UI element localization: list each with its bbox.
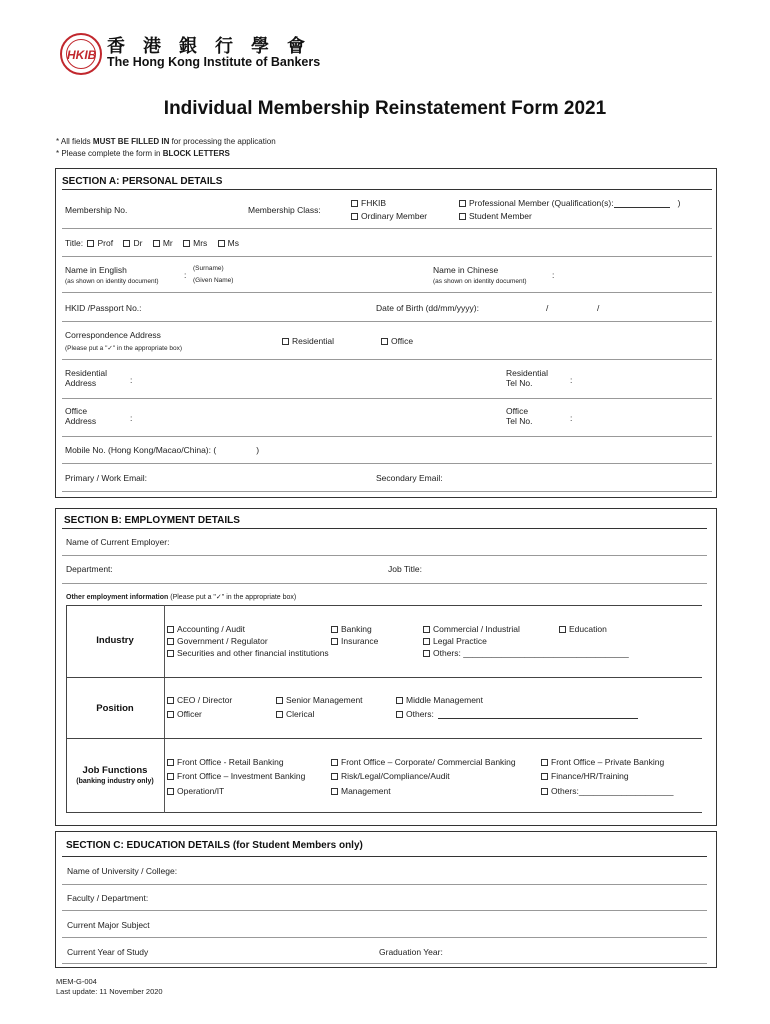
corr-office-checkbox[interactable]: Office — [381, 336, 413, 346]
title-prof-checkbox[interactable]: Prof — [87, 238, 113, 248]
mobile-label: Mobile No. (Hong Kong/Macao/China): ( ) — [65, 445, 260, 455]
last-update: Last update: 11 November 2020 — [56, 987, 163, 996]
job-functions-note: (banking industry only) — [76, 778, 154, 785]
other-employment-info: Other employment information (Please put a "✓" in the appropriate box) — [66, 594, 297, 601]
org-name-chinese: 香港銀行學會 — [107, 36, 323, 57]
title-mrs-checkbox[interactable]: Mrs — [183, 238, 207, 248]
name-chinese-note: (as shown on identity document) — [433, 278, 527, 285]
name-english-label: Name in English — [65, 265, 127, 275]
surname-label: (Surname) — [193, 265, 224, 272]
university-label: Name of University / College: — [67, 866, 178, 876]
instruction-note-2: * Please complete the form in BLOCK LETTERS — [56, 149, 230, 158]
form-title: Individual Membership Reinstatement Form 2021 — [163, 98, 607, 119]
residential-tel-label: Residential Tel No. — [506, 368, 549, 388]
org-name-english: The Hong Kong Institute of Bankers — [107, 55, 321, 69]
section-c-heading: SECTION C: EDUCATION DETAILS (for Student Members only) — [66, 840, 363, 851]
industry-label: Industry — [96, 635, 134, 646]
class-professional-checkbox[interactable]: Professional Member (Qualification(s): ) — [459, 198, 680, 208]
hkid-label: HKID /Passport No.: — [65, 303, 142, 313]
correspondence-note: (Please put a "✓" in the appropriate box) — [65, 345, 183, 352]
jf-others-checkbox[interactable]: Others:____________________ — [541, 786, 673, 796]
position-others-checkbox[interactable]: Others: — [396, 709, 638, 719]
position-middle-checkbox[interactable]: Middle Management — [396, 695, 483, 705]
graduation-year-label: Graduation Year: — [379, 947, 443, 957]
job-title-label: Job Title: — [388, 564, 423, 574]
faculty-label: Faculty / Department: — [67, 893, 149, 903]
office-tel-label: Office Tel No. — [506, 406, 533, 426]
instruction-note-1: * All fields MUST BE FILLED IN for processing the application — [56, 137, 276, 146]
class-ordinary-checkbox[interactable]: Ordinary Member — [351, 211, 427, 221]
form-code: MEM-G-004 — [56, 977, 97, 986]
title-dr-checkbox[interactable]: Dr — [123, 238, 142, 248]
primary-email-label: Primary / Work Email: — [65, 473, 148, 483]
section-b-heading: SECTION B: EMPLOYMENT DETAILS — [64, 515, 240, 526]
jf-risk-checkbox[interactable]: Risk/Legal/Compliance/Audit — [331, 771, 450, 781]
office-address-label: Office Address — [65, 406, 97, 426]
job-functions-label: Job Functions — [82, 765, 148, 776]
jf-finance-checkbox[interactable]: Finance/HR/Training — [541, 771, 629, 781]
class-student-checkbox[interactable]: Student Member — [459, 211, 532, 221]
industry-insurance-checkbox[interactable]: Insurance — [331, 636, 378, 646]
jf-retail-checkbox[interactable]: Front Office - Retail Banking — [167, 757, 284, 767]
name-chinese-label: Name in Chinese — [433, 265, 499, 275]
position-senior-checkbox[interactable]: Senior Management — [276, 695, 363, 705]
title-row: Title: Prof Dr Mr Mrs Ms — [65, 238, 239, 248]
given-name-label: (Given Name) — [193, 277, 234, 284]
position-clerical-checkbox[interactable]: Clerical — [276, 709, 314, 719]
position-ceo-checkbox[interactable]: CEO / Director — [167, 695, 232, 705]
industry-government-checkbox[interactable]: Government / Regulator — [167, 636, 268, 646]
jf-investment-checkbox[interactable]: Front Office – Investment Banking — [167, 771, 305, 781]
industry-education-checkbox[interactable]: Education — [559, 624, 607, 634]
jf-management-checkbox[interactable]: Management — [331, 786, 391, 796]
industry-others-checkbox[interactable]: Others: ___________________________________ — [423, 648, 629, 658]
industry-accounting-checkbox[interactable]: Accounting / Audit — [167, 624, 245, 634]
major-label: Current Major Subject — [67, 920, 150, 930]
hkib-logo: HKIB — [66, 39, 96, 69]
class-fhkib-checkbox[interactable]: FHKIB — [351, 198, 386, 208]
position-label: Position — [96, 703, 134, 714]
jf-operation-checkbox[interactable]: Operation/IT — [167, 786, 224, 796]
name-english-note: (as shown on identity document) — [65, 278, 159, 285]
section-a-heading: SECTION A: PERSONAL DETAILS — [62, 176, 223, 187]
department-label: Department: — [66, 564, 113, 574]
title-ms-checkbox[interactable]: Ms — [218, 238, 239, 248]
industry-commercial-checkbox[interactable]: Commercial / Industrial — [423, 624, 520, 634]
corr-residential-checkbox[interactable]: Residential — [282, 336, 334, 346]
year-of-study-label: Current Year of Study — [67, 947, 149, 957]
membership-class-label: Membership Class: — [248, 205, 321, 215]
title-mr-checkbox[interactable]: Mr — [153, 238, 173, 248]
secondary-email-label: Secondary Email: — [376, 473, 443, 483]
jf-corporate-checkbox[interactable]: Front Office – Corporate/ Commercial Banking — [331, 757, 516, 767]
membership-no-label: Membership No. — [65, 205, 128, 215]
position-officer-checkbox[interactable]: Officer — [167, 709, 202, 719]
industry-securities-checkbox[interactable]: Securities and other financial institutions — [167, 648, 329, 658]
jf-private-checkbox[interactable]: Front Office – Private Banking — [541, 757, 664, 767]
correspondence-address-label: Correspondence Address — [65, 330, 161, 340]
industry-banking-checkbox[interactable]: Banking — [331, 624, 372, 634]
industry-legal-checkbox[interactable]: Legal Practice — [423, 636, 487, 646]
dob-label: Date of Birth (dd/mm/yyyy): — [376, 303, 479, 313]
employer-label: Name of Current Employer: — [66, 537, 170, 547]
residential-address-label: Residential Address — [65, 368, 108, 388]
